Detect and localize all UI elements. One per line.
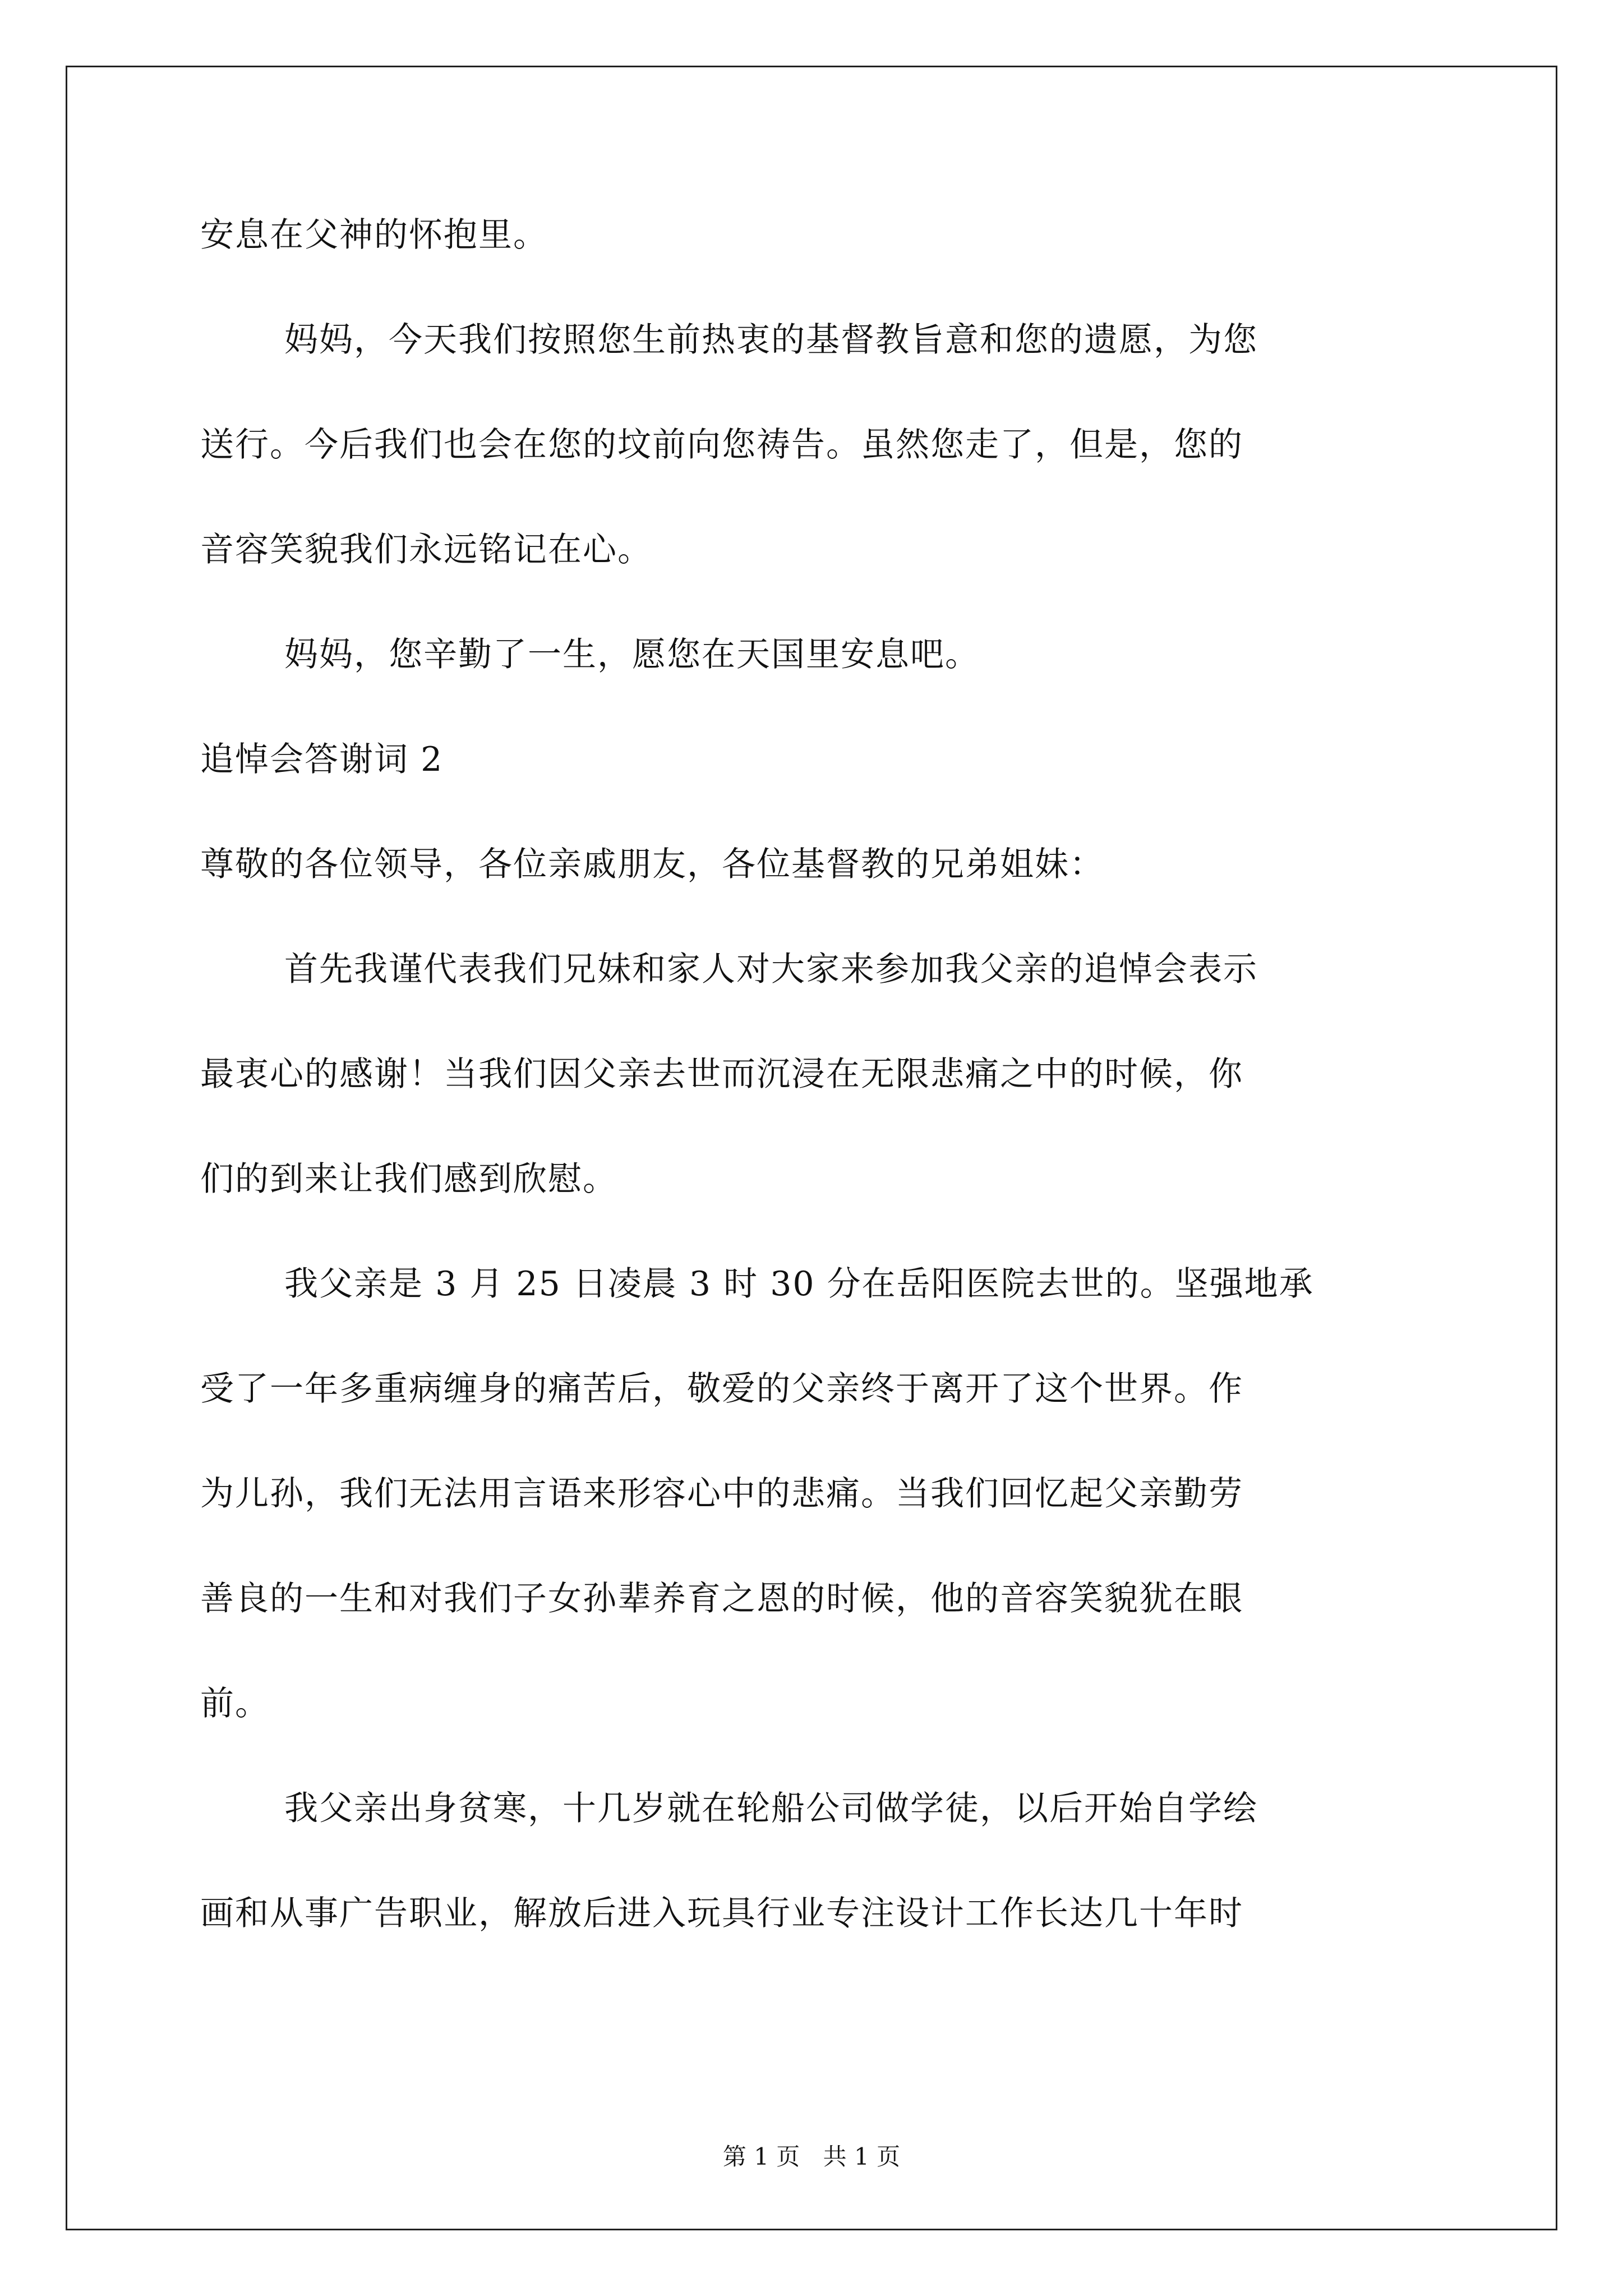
section-heading: 追悼会答谢词 2 [200,740,444,779]
text-line-1: 安息在父神的怀抱里。 [200,215,548,255]
text-line-12: 受了一年多重病缠身的痛苦后，敬爱的父亲终于离开了这个世界。作 [200,1369,1243,1409]
text-line-17: 画和从事广告职业，解放后进入玩具行业专注设计工作长达几十年时 [200,1894,1243,1933]
text-line-14: 善良的一生和对我们子女孙辈养育之恩的时候，他的音容笑貌犹在眼 [200,1579,1243,1618]
page-footer [0,2143,1623,2171]
text-line-13: 为儿孙，我们无法用言语来形容心中的悲痛。当我们回忆起父亲勤劳 [200,1474,1243,1513]
text-line-3: 送行。今后我们也会在您的坟前向您祷告。虽然您走了，但是，您的 [200,425,1243,464]
text-line-8: 首先我谨代表我们兄妹和家人对大家来参加我父亲的追悼会表示 [284,950,1258,989]
text-line-9: 最衷心的感谢！当我们因父亲去世而沉浸在无限悲痛之中的时候，你 [200,1055,1243,1094]
page-total: 共 1 页 [823,2143,901,2170]
text-line-5: 妈妈，您辛勤了一生，愿您在天国里安息吧。 [284,635,980,674]
text-line-2: 妈妈，今天我们按照您生前热衷的基督教旨意和您的遗愿，为您 [284,320,1258,360]
salutation-line: 尊敬的各位领导，各位亲戚朋友，各位基督教的兄弟姐妹： [200,845,1104,884]
text-line-10: 们的到来让我们感到欣慰。 [200,1159,617,1199]
text-line-11: 我父亲是 3 月 25 日凌晨 3 时 30 分在岳阳医院去世的。坚强地承 [284,1264,1314,1304]
text-line-15: 前。 [200,1684,270,1723]
page-number: 第 1 页 [722,2143,800,2170]
text-line-4: 音容笑貌我们永远铭记在心。 [200,530,652,569]
text-line-16: 我父亲出身贫寒，十几岁就在轮船公司做学徒，以后开始自学绘 [284,1789,1258,1828]
